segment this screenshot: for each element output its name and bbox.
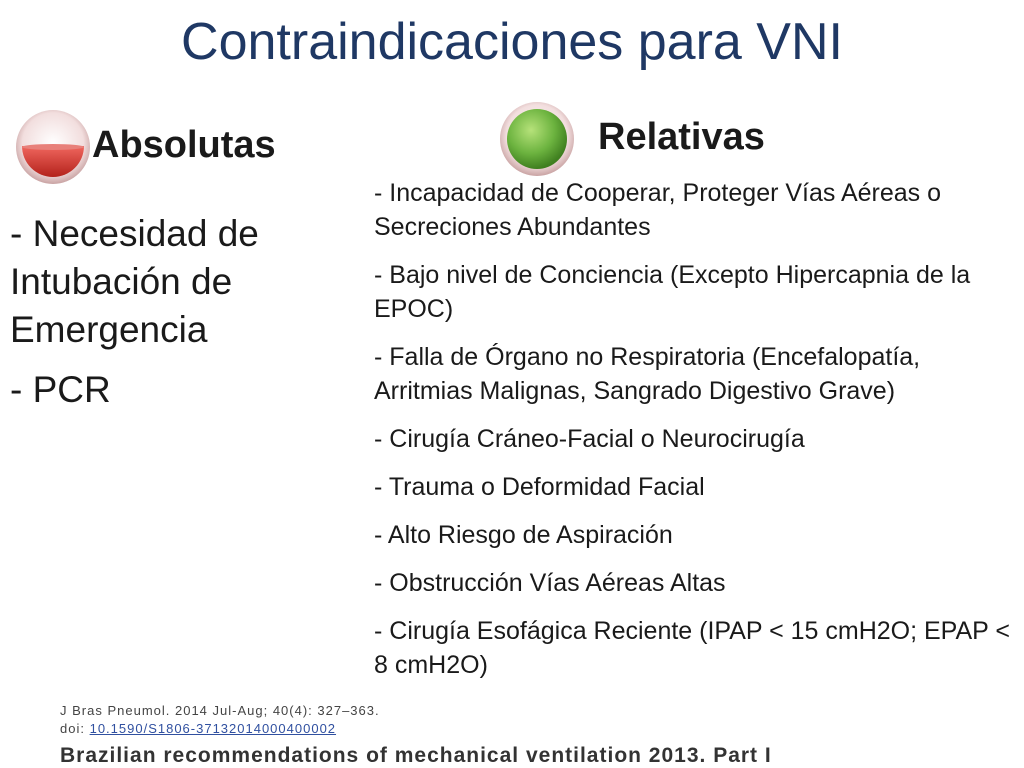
red-half-sphere-icon xyxy=(14,108,92,186)
relativas-item: - Bajo nivel de Conciencia (Excepto Hipercapnia de la EPOC) xyxy=(374,261,971,323)
green-sphere-icon xyxy=(498,100,576,178)
relativas-item: - Incapacidad de Cooperar, Proteger Vías Aéreas o Secreciones Abundantes xyxy=(374,179,942,241)
relativas-heading: Relativas xyxy=(598,116,765,158)
reference-journal: J Bras Pneumol. 2014 Jul-Aug; 40(4): 327–363. xyxy=(60,703,380,718)
reference-title: Brazilian recommendations of mechanical ventilation 2013. Part I xyxy=(60,744,772,767)
relativas-item: - Cirugía Cráneo-Facial o Neurocirugía xyxy=(374,425,805,453)
relativas-item: - Obstrucción Vías Aéreas Altas xyxy=(374,569,726,597)
absolutas-heading: Absolutas xyxy=(92,124,276,166)
relativas-item: - Trauma o Deformidad Facial xyxy=(374,473,705,501)
relativas-list xyxy=(374,176,1019,696)
relativas-item: - Cirugía Esofágica Reciente (IPAP < 15 cmH2O; EPAP < 8 cmH2O) xyxy=(374,617,1010,679)
reference-doi xyxy=(60,721,980,736)
relativas-item: - Falla de Órgano no Respiratoria (Encefalopatía, Arritmias Malignas, Sangrado Digestivo Grave) xyxy=(374,343,921,405)
absolutas-list xyxy=(10,210,310,426)
absolutas-item: - Necesidad de Intubación de Emergencia xyxy=(10,213,259,350)
slide-title: Contraindicaciones para VNI xyxy=(181,13,843,71)
reference-citation xyxy=(60,703,980,768)
doi-label: doi: xyxy=(60,721,85,736)
doi-link[interactable]: 10.1590/S1806-37132014000400002 xyxy=(89,721,337,736)
relativas-item: - Alto Riesgo de Aspiración xyxy=(374,521,673,549)
absolutas-item: - PCR xyxy=(10,369,111,410)
